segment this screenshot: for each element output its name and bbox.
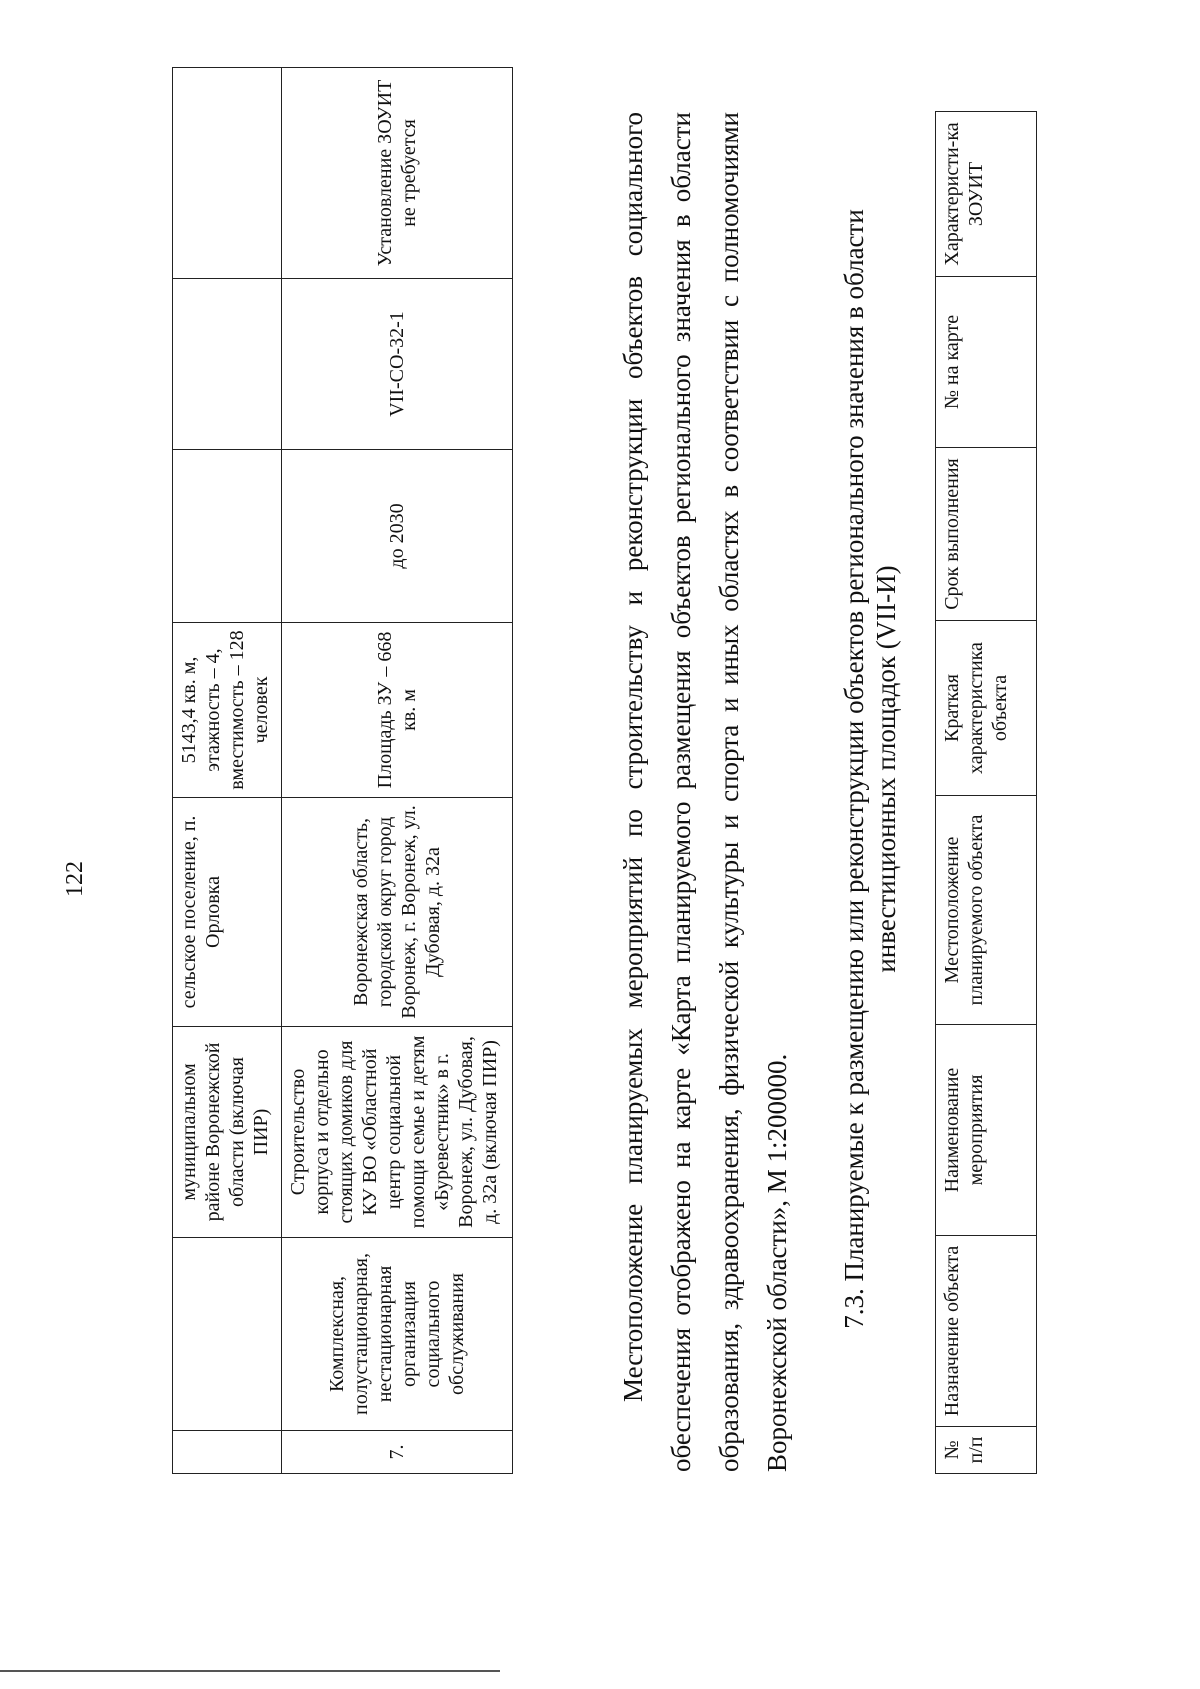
section-title (838, 89, 902, 1449)
header-characteristics: Краткая характеристика объекта (936, 621, 1037, 796)
table-header-row (936, 112, 1037, 1474)
cell-zone: Установление ЗОУИТ не требуется (282, 68, 513, 279)
body-paragraph: Местоположение планируемых мероприятий по строительству и реконструкции объектов социального обеспечения отображено на карте «Карта планируемого размещения объектов регионального значения в области образования, здравоохранения, физической культуры и спорта и иных областях в соответствии с полномочиями Воронежской области», М 1:200000. (618, 112, 792, 1472)
cell-location: Воронежская область, городской округ город Воронеж, г. Воронеж, ул. Дубовая, д. 32а (282, 798, 513, 1027)
header-num: № п/п (936, 1427, 1037, 1474)
scan-edge-line (0, 1670, 500, 1672)
cell-destination: Комплексная, полустационарная, нестационарная организация социального обслуживания (282, 1238, 513, 1431)
header-event: Наименование мероприятия (936, 1025, 1037, 1236)
cell-term (173, 450, 282, 623)
social-objects-table (172, 67, 513, 1474)
cell-characteristics: 5143,4 кв. м, этажность – 4, вместимость – 128 человек (173, 623, 282, 798)
cell-num (173, 1431, 282, 1474)
table-row (173, 68, 282, 1474)
cell-term: до 2030 (282, 450, 513, 623)
cell-event: муниципальном районе Воронежской области (включая ПИР) (173, 1027, 282, 1238)
header-location: Местоположение планируемого объекта (936, 796, 1037, 1025)
header-term: Срок выполнения (936, 448, 1037, 621)
cell-location: сельское поселение, п. Орловка (173, 798, 282, 1027)
header-zone: Характеристи-ка ЗОУИТ (936, 112, 1037, 277)
cell-event: Строительство корпуса и отдельно стоящих домиков для КУ ВО «Областной центр социальной помощи семье и детям «Буревестник» в г. Воронеж, ул. Дубовая, д. 32а (включая ПИР) (282, 1027, 513, 1238)
cell-destination (173, 1238, 282, 1431)
investment-sites-table (935, 111, 1037, 1474)
section-title-line1: 7.3. Планируемые к размещению или реконструкции объектов регионального значения в области (839, 209, 869, 1329)
page-number: 122 (62, 861, 88, 897)
header-destination: Назначение объекта (936, 1236, 1037, 1427)
header-map-number: № на карте (936, 277, 1037, 448)
cell-map-number: VII-СО-32-1 (282, 279, 513, 450)
cell-num: 7. (282, 1431, 513, 1474)
section-title-line2: инвестиционных площадок (VII-И) (871, 565, 901, 973)
cell-zone (173, 68, 282, 279)
cell-map-number (173, 279, 282, 450)
cell-characteristics: Площадь ЗУ – 668 кв. м (282, 623, 513, 798)
table-row (282, 68, 513, 1474)
